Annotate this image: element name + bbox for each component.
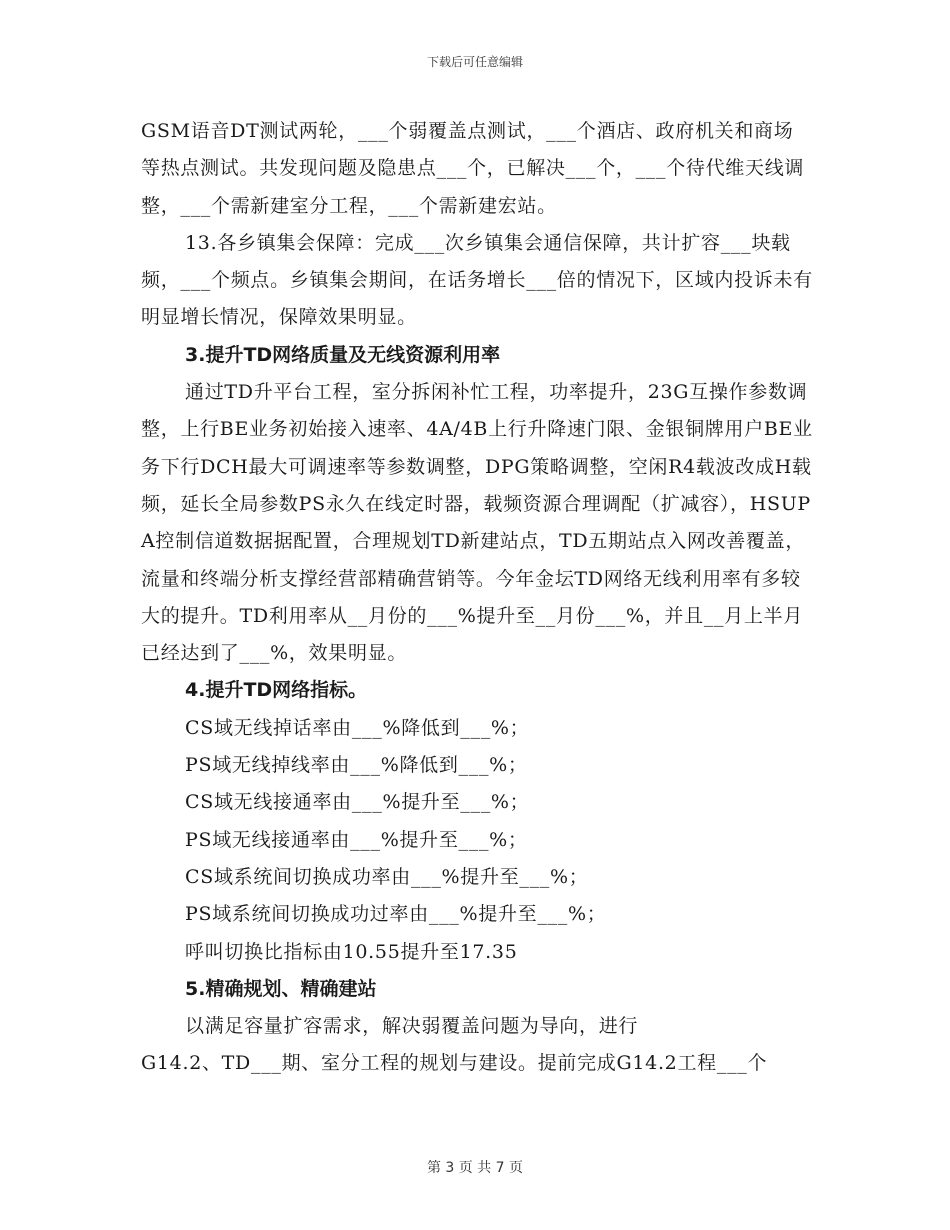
page-header: 下载后可任意编辑	[426, 55, 523, 69]
list-item: CS域无线掉话率由___%降低到___%；	[185, 716, 530, 739]
page-footer: 第 3 页 共 7 页	[426, 1160, 524, 1176]
paragraph-dt-test: GSM语音DT测试两轮，___个弱覆盖点测试，___个酒店、政府机关和商场等热点测试。共发现问题及隐患点___个，已解决___个，___个待代维天线调整，___个需新建室分工程，___个需新建宏站。	[141, 120, 805, 217]
heading-section-4: 4.提升TD网络指标。	[185, 679, 368, 702]
list-item: PS域无线掉线率由___%降低到___%；	[185, 754, 528, 777]
document-body	[141, 113, 813, 1083]
list-item: CS域无线接通率由___%提升至___%；	[185, 791, 530, 814]
indicator-list	[141, 710, 813, 971]
list-item: CS域系统间切换成功率由___%提升至___%；	[185, 865, 589, 888]
paragraph-planning-intro: 以满足容量扩容需求，解决弱覆盖问题为导向，进行	[185, 1015, 639, 1038]
heading-section-3: 3.提升TD网络质量及无线资源利用率	[185, 343, 501, 366]
paragraph-township-guarantee: 13.各乡镇集会保障：完成___次乡镇集会通信保障，共计扩容___块载频，___个频点。乡镇集会期间，在话务增长___倍的情况下，区域内投诉未有明显增长情况，保障效果明显。	[141, 231, 813, 329]
paragraph-planning-detail: G14.2、TD___期、室分工程的规划与建设。提前完成G14.2工程___个	[141, 1052, 768, 1075]
list-item: PS域系统间切换成功过率由___%提升至___%；	[185, 903, 607, 926]
list-item: PS域无线接通率由___%提升至___%；	[185, 828, 528, 851]
list-item: 呼叫切换比指标由10.55提升至17.35	[185, 940, 518, 963]
paragraph-td-improvement: 通过TD升平台工程，室分拆闲补忙工程，功率提升，23G互操作参数调整，上行BE业务初始接入速率、4A/4B上行升降速门限、金银铜牌用户BE业务下行DCH最大可调速率等参数调整，DPG策略调整，空闲R4载波改成H载频，延长全局参数PS永久在线定时器，载频资源合理调配（扩减容），HSUPA控制信道数据据配置，合理规划TD新建站点，TD五期站点入网改善覆盖，流量和终端分析支撑经营部精确营销等。今年金坛TD网络无线利用率有多较大的提升。TD利用率从__月份的___%提升至__月份___%，并且__月上半月已经达到了___%，效果明显。	[141, 381, 813, 665]
heading-section-5: 5.精确规划、精确建站	[185, 977, 377, 1000]
